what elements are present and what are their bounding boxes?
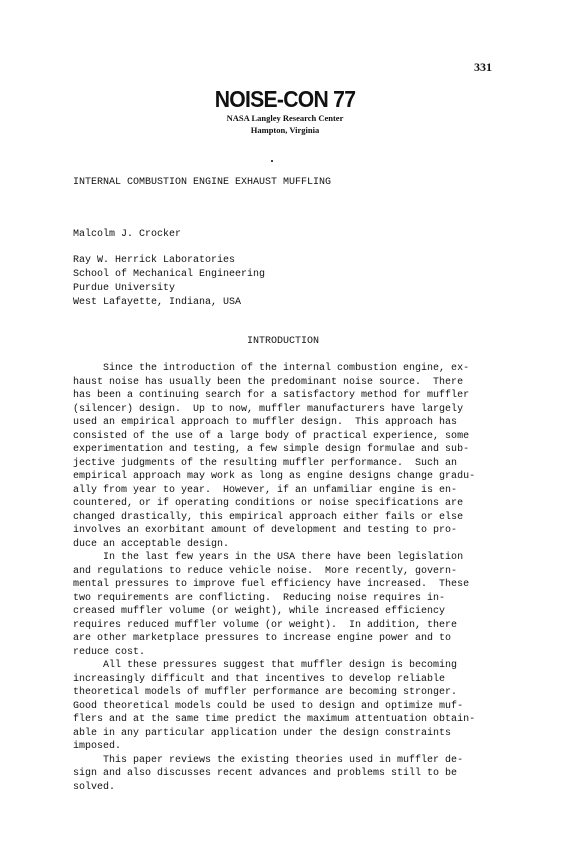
conference-location: Hampton, Virginia: [250, 125, 320, 135]
author-name: Malcolm J. Crocker: [73, 229, 182, 240]
conference-host: NASA Langley Research Center: [226, 113, 344, 123]
conference-title: NOISE-CON 77: [214, 86, 356, 112]
paragraph: In the last few years in the USA there have been legislation and regulations to reduce vehicle noise. More recently, govern- mental pressures to improve fuel efficiency have increased. These two requirements are conflicting. Reducing noise requires in- creased muffler volume (or weight), while increased efficiency requires reduced muffler volume (or weight). In addition, there are other marketplace pressures to increase engine power and to reduce cost.: [73, 552, 470, 658]
paragraph: Since the introduction of the internal combustion engine, ex- haust noise has usually been the predominant noise source. There has been a continuing search for a satisfactory method for muffler (silencer) design. Up to now, muffler manufacturers have largely used an empirical approach to muffler design. This approach has consisted of the use of a large body of practical experience, some experimentation and testing, a few simple design formulae and sub- jective judgments of the resulting muffler performance. Such an empirical approach may work as long as engine designs change gradu- ally from year to year. However, if an unfamiliar engine is en- countered, or if operating conditions or noise specifications are changed drastically, this empirical approach either fails or else involves an exorbitant amount of development and testing to pro- duce an acceptable design.: [73, 363, 476, 550]
affiliation-block: [73, 254, 265, 310]
paragraph: All these pressures suggest that muffler design is becoming increasingly difficult and that incentives to develop reliable theoretical models of muffler performance are becoming stronger. Good theoretical models could be used to design and optimize muf- flers and at the same time predict the maximum attentuation obtain- able in any particular application under the design constraints imposed.: [73, 660, 476, 752]
affiliation-line: Purdue University: [73, 283, 176, 294]
section-heading: INTRODUCTION: [246, 336, 319, 347]
paragraph: This paper reviews the existing theories used in muffler de- sign and also discusses recent advances and problems still to be solved.: [73, 754, 464, 793]
stray-mark: [271, 160, 273, 162]
page-number: 331: [474, 60, 492, 74]
body-text: [73, 362, 503, 794]
conference-header: [150, 86, 420, 136]
affiliation-line: Ray W. Herrick Laboratories: [73, 255, 236, 266]
paper-title: INTERNAL COMBUSTION ENGINE EXHAUST MUFFLING: [73, 177, 332, 188]
affiliation-line: School of Mechanical Engineering: [73, 269, 266, 280]
affiliation-line: West Lafayette, Indiana, USA: [73, 297, 242, 308]
